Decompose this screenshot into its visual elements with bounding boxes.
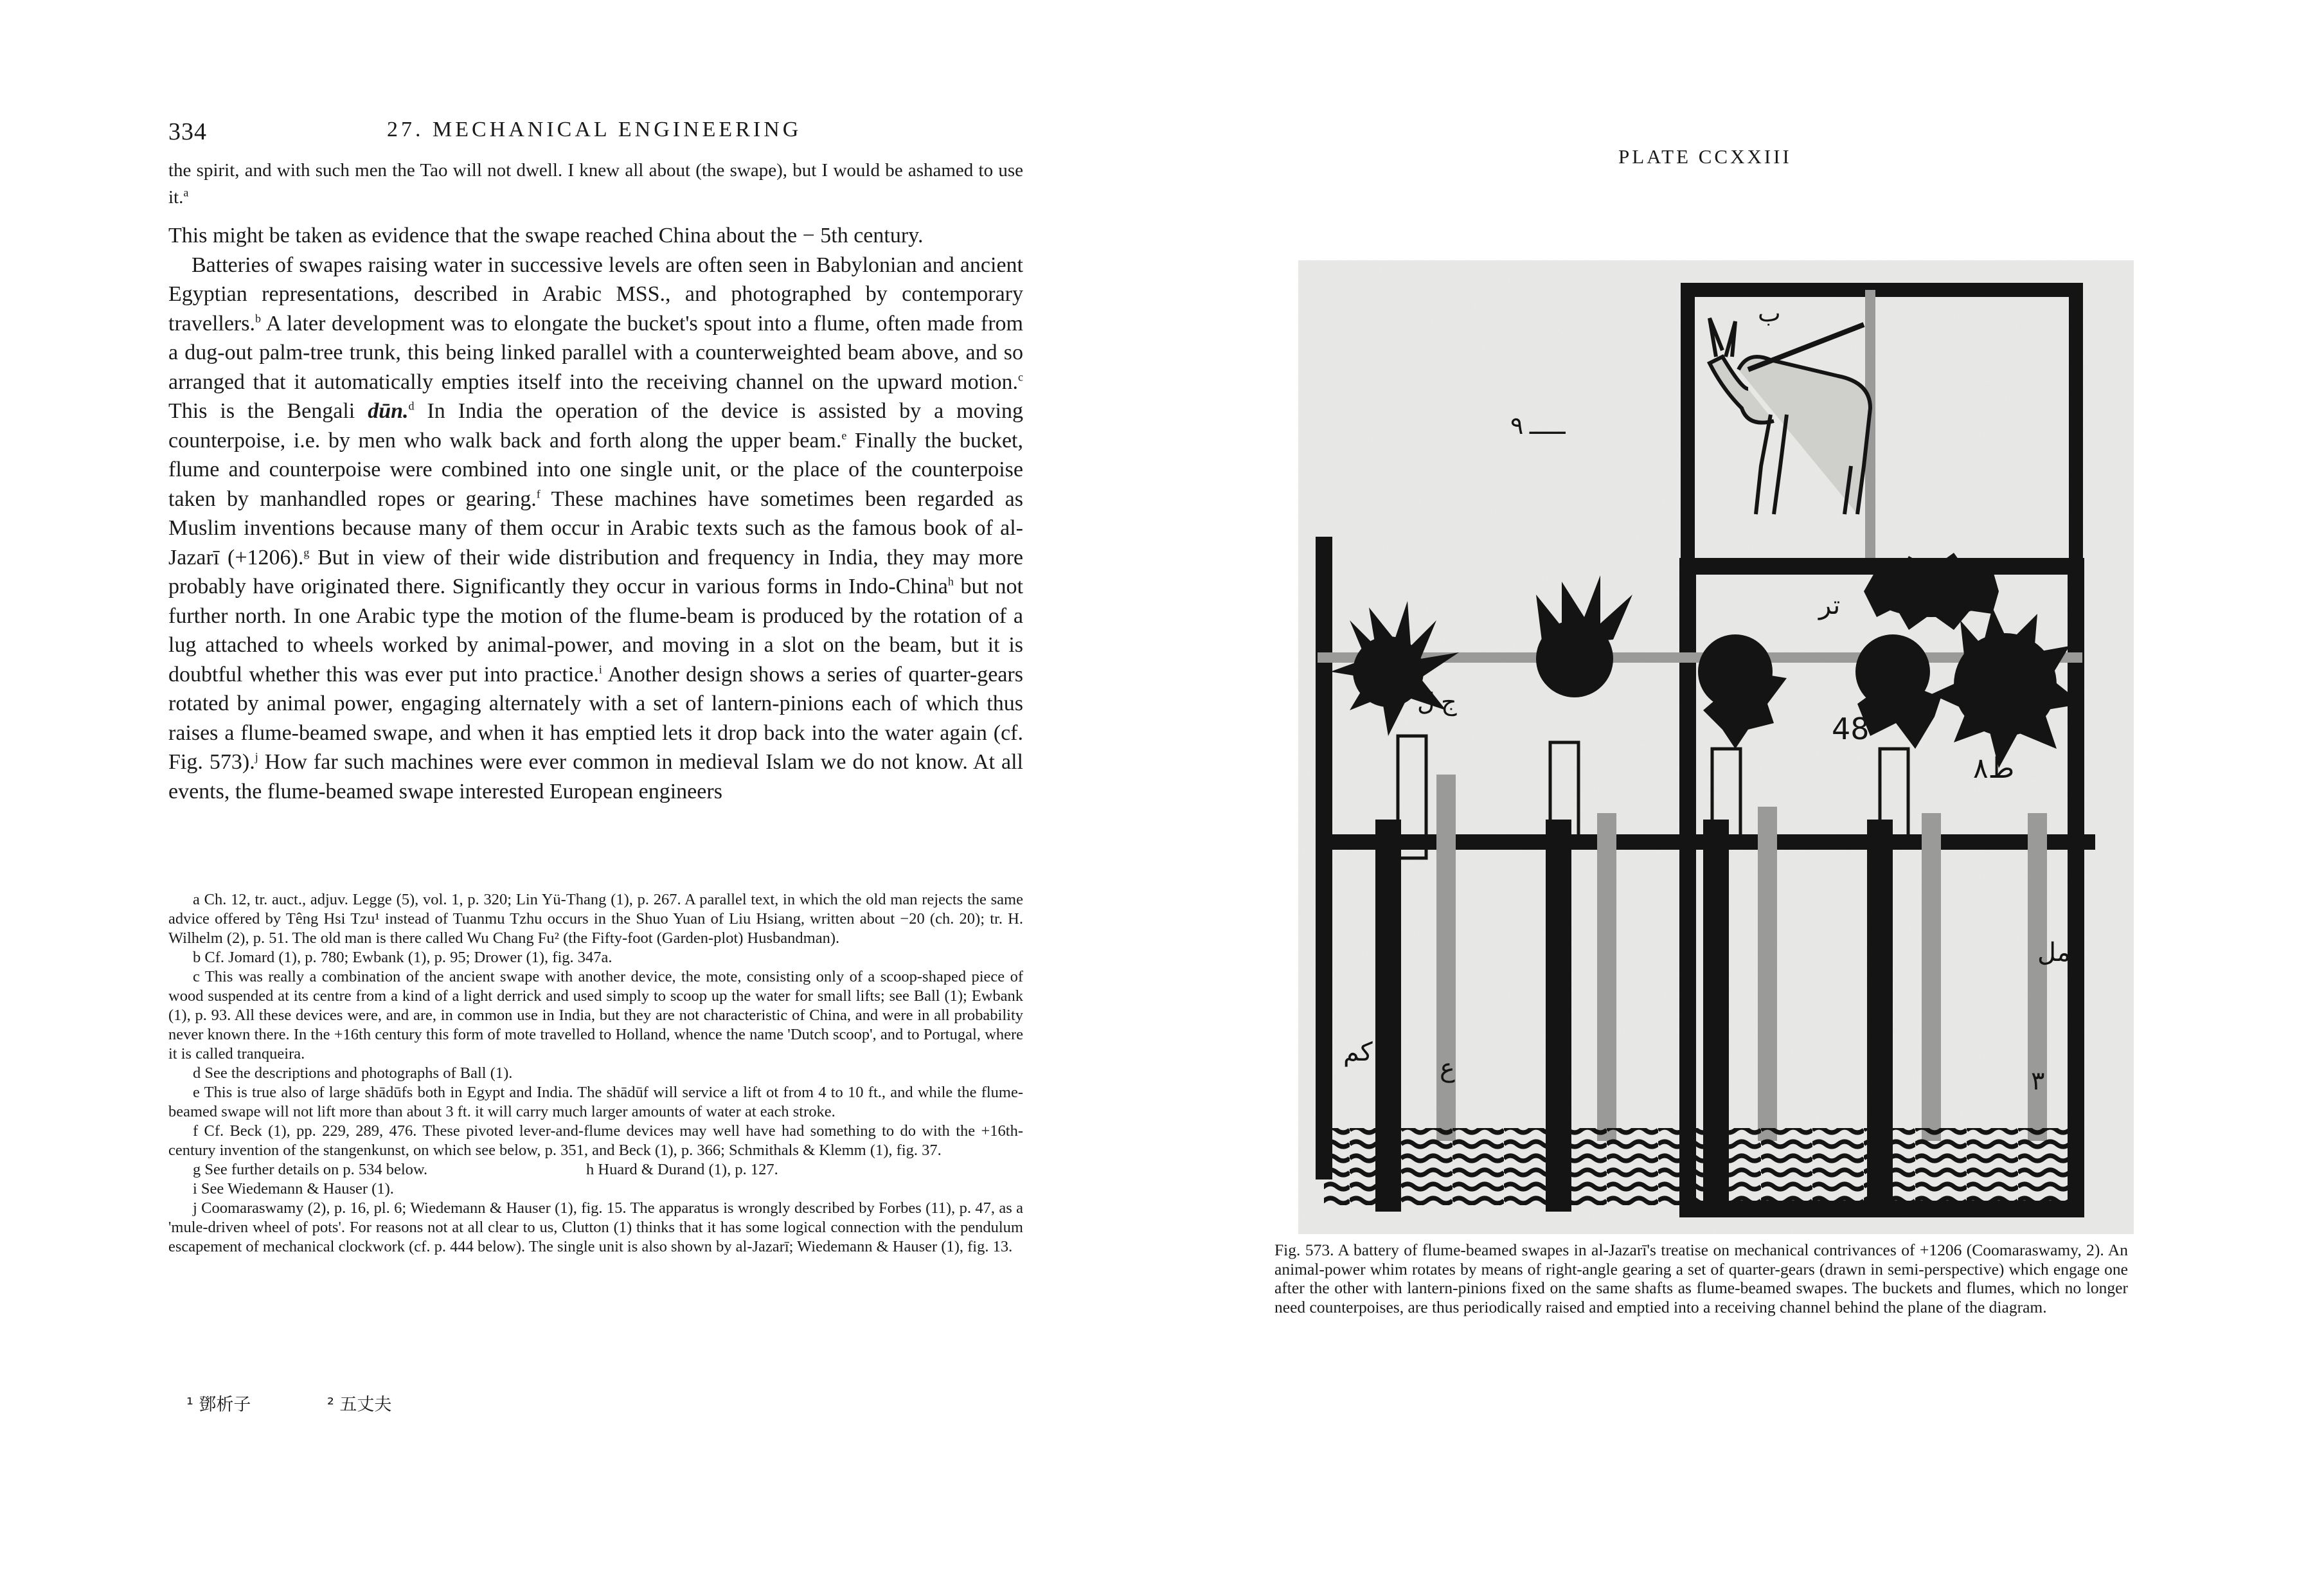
figure-label: ج ل <box>1417 689 1457 716</box>
figure-caption <box>1274 1241 2128 1316</box>
note-mark: e <box>841 429 847 442</box>
page-number: 334 <box>168 118 207 145</box>
paragraph-text: This is the Bengali <box>168 399 368 423</box>
note-mark: c <box>1018 370 1023 384</box>
paragraph-text: Batteries of swapes raising water in successive levels are often seen in Babylonian and ancient Egyptian representations, described in Arabic MSS., and photographed by contemporary travellers. <box>168 253 1023 336</box>
note-mark: h <box>947 575 954 588</box>
note-mark: b <box>255 312 261 325</box>
chapter-title: 27. MECHANICAL ENGINEERING <box>387 118 802 141</box>
chinese-note: ¹ 鄧析子 <box>186 1395 251 1415</box>
paragraph <box>168 221 1023 251</box>
term: dūn. <box>368 399 409 423</box>
footnote: d See the descriptions and photographs of Ball (1). <box>193 1064 513 1082</box>
footnote: b Cf. Jomard (1), p. 780; Ewbank (1), p. 95; Drower (1), fig. 347a. <box>193 949 612 966</box>
paragraph-text: A later development was to elongate the bucket's spout into a flume, often made from a dug-out palm-tree trunk, this being linked parallel with a counterweighted beam above, and so arranged that it automatically empties itself into the receiving channel on the upward motion. <box>168 311 1023 394</box>
paragraph-text: In India the operation of the device is assisted by a moving counterpoise, i.e. by men who walk back and forth along the upper beam. <box>168 399 1023 453</box>
paragraph-text: These machines have sometimes been regarded as Muslim inventions because many of them occur in Arabic texts such as the famous book of al-Jazarī (+1206). <box>168 487 1023 569</box>
chinese-character-notes <box>186 1390 462 1415</box>
footnote: j Coomaraswamy (2), p. 16, pl. 6; Wiedemann & Hauser (1), fig. 15. The apparatus is wrongly described by Forbes (11), p. 47, as a 'mule-driven wheel of pots'. For reasons not at all clear to us, Clutton (1) thinks that it has some logical connection with the pendulum escapement of mechanical clockwork (cf. p. 444 below). The single unit is also shown by al-Jazarī; Wiedemann & Hauser (1), fig. 13. <box>168 1199 1023 1255</box>
figure-label: ع <box>1440 1054 1455 1082</box>
footnote: e This is true also of large shādūfs both in Egypt and India. The shādūf will service a lift ot from 4 to 10 ft., and while the flume-beamed swape will not lift more than about 3 ft. it will carry much larger amounts of water at each stroke. <box>168 1084 1023 1120</box>
quote-block <box>168 157 1023 211</box>
note-mark: a <box>183 186 189 199</box>
caption-text: Fig. 573. A battery of flume-beamed swapes in al-Jazarī's treatise on mechanical contrivances of +1206 (Coomaraswamy, 2). An animal-power whim rotates by means of right-angle gearing a set of quarter-gears (drawn in semi-perspective) which engage one after the other with lantern-pinions fixed on the same shafts as flume-beamed swapes. The buckets and flumes, which no longer need counterpoises, are thus periodically raised and emptied into a receiving channel behind the plane of the diagram. <box>1274 1241 2128 1316</box>
paragraph-text: But in view of their wide distribution and frequency in India, they may more probably have originated there. Significantly they occur in various forms in Indo-China <box>168 545 1023 598</box>
figure-label: مل <box>2037 938 2071 967</box>
body-text <box>168 221 1023 806</box>
note-mark: g <box>303 546 310 559</box>
footnote: c This was really a combination of the ancient swape with another device, the mote, consisting only of a scoop-shaped piece of wood suspended at its centre from a kind of a light derrick and used simply to scoop up the water for small lifts; see Ball (1); Ewbank (1), p. 93. All these devices were, and are, in common use in India, but they are not characteristic of China, and were in all probability never known there. In the +16th century this form of mote travelled to Holland, whence the name 'Dutch scoop', and to Portugal, where it is called tranqueira. <box>168 968 1023 1062</box>
figure-label: ط٨ <box>1973 753 2015 784</box>
footnotes <box>168 890 1023 1257</box>
plate-title: PLATE CCXXIII <box>1618 145 1792 168</box>
figure-label-squiggle: ـــــ ٩ <box>1510 413 1566 440</box>
paragraph-text: This might be taken as evidence that the swape reached China about the − 5th century. <box>168 224 924 247</box>
figure-label: كم <box>1343 1037 1373 1066</box>
note-mark: i <box>598 663 602 676</box>
footnote: a Ch. 12, tr. auct., adjuv. Legge (5), vol. 1, p. 320; Lin Yü-Thang (1), p. 267. A parallel text, in which the old man rejects the same advice offered by Têng Hsi Tzu¹ instead of Tuanmu Tzhu occurs in the Shuo Yuan of Liu Hsiang, written about −20 (ch. 20); tr. H. Wilhelm (2), p. 51. The old man is there called Wu Chang Fu² (the Fifty-foot (Garden-plot) Husbandman). <box>168 891 1023 947</box>
paragraph-text: How far such machines were ever common in medieval Islam we do not know. At all events, the flume-beamed swape interested European engineers <box>168 750 1023 803</box>
quote-text: the spirit, and with such men the Tao will not dwell. I knew all about (the swape), but I would be ashamed to use it. <box>168 160 1023 208</box>
figure-label: ٣ <box>2031 1066 2045 1095</box>
figure-label-48: 48 <box>1832 712 1870 746</box>
note-mark: f <box>536 487 541 501</box>
footnote: i See Wiedemann & Hauser (1). <box>193 1180 394 1197</box>
donkey-label: ب <box>1758 300 1781 327</box>
paragraph <box>168 251 1023 807</box>
footnote-pair <box>168 1160 1023 1179</box>
paragraph-text: but not further north. In one Arabic type the motion of the flume-beam is produced by the rotation of a lug attached to wheels worked by animal-power, and moving in a slot on the beam, but it is doubtful whether this was ever put into practice. <box>168 575 1023 686</box>
figure-label: تر <box>1819 591 1841 620</box>
footnote: h Huard & Durand (1), p. 127. <box>586 1161 778 1178</box>
footnote: g See further details on p. 534 below. <box>193 1161 428 1178</box>
paragraph-text: Finally the bucket, flume and counterpoise were combined into one single unit, or the place of the counterpoise taken by manhandled ropes or gearing. <box>168 428 1023 511</box>
chinese-note: ² 五丈夫 <box>327 1395 392 1415</box>
water-channel <box>1324 1128 2076 1205</box>
footnote: f Cf. Beck (1), pp. 229, 289, 476. These pivoted lever-and-flume devices may well have had something to do with the +16th-century invention of the stangenkunst, on which see below, p. 351, and Beck (1), p. 366; Schmithals & Klemm (1), fig. 37. <box>168 1122 1023 1159</box>
page-header <box>168 118 1023 146</box>
note-mark: d <box>408 399 415 413</box>
plate-figure <box>1298 260 2134 1234</box>
note-mark: j <box>255 750 258 764</box>
paragraph-text: Another design shows a series of quarter-gears rotated by animal power, engaging alternately with a set of lantern-pinions each of which thus raises a flume-beamed swape, and when it has emptied lets it drop back into the water again (cf. Fig. 573). <box>168 662 1023 774</box>
